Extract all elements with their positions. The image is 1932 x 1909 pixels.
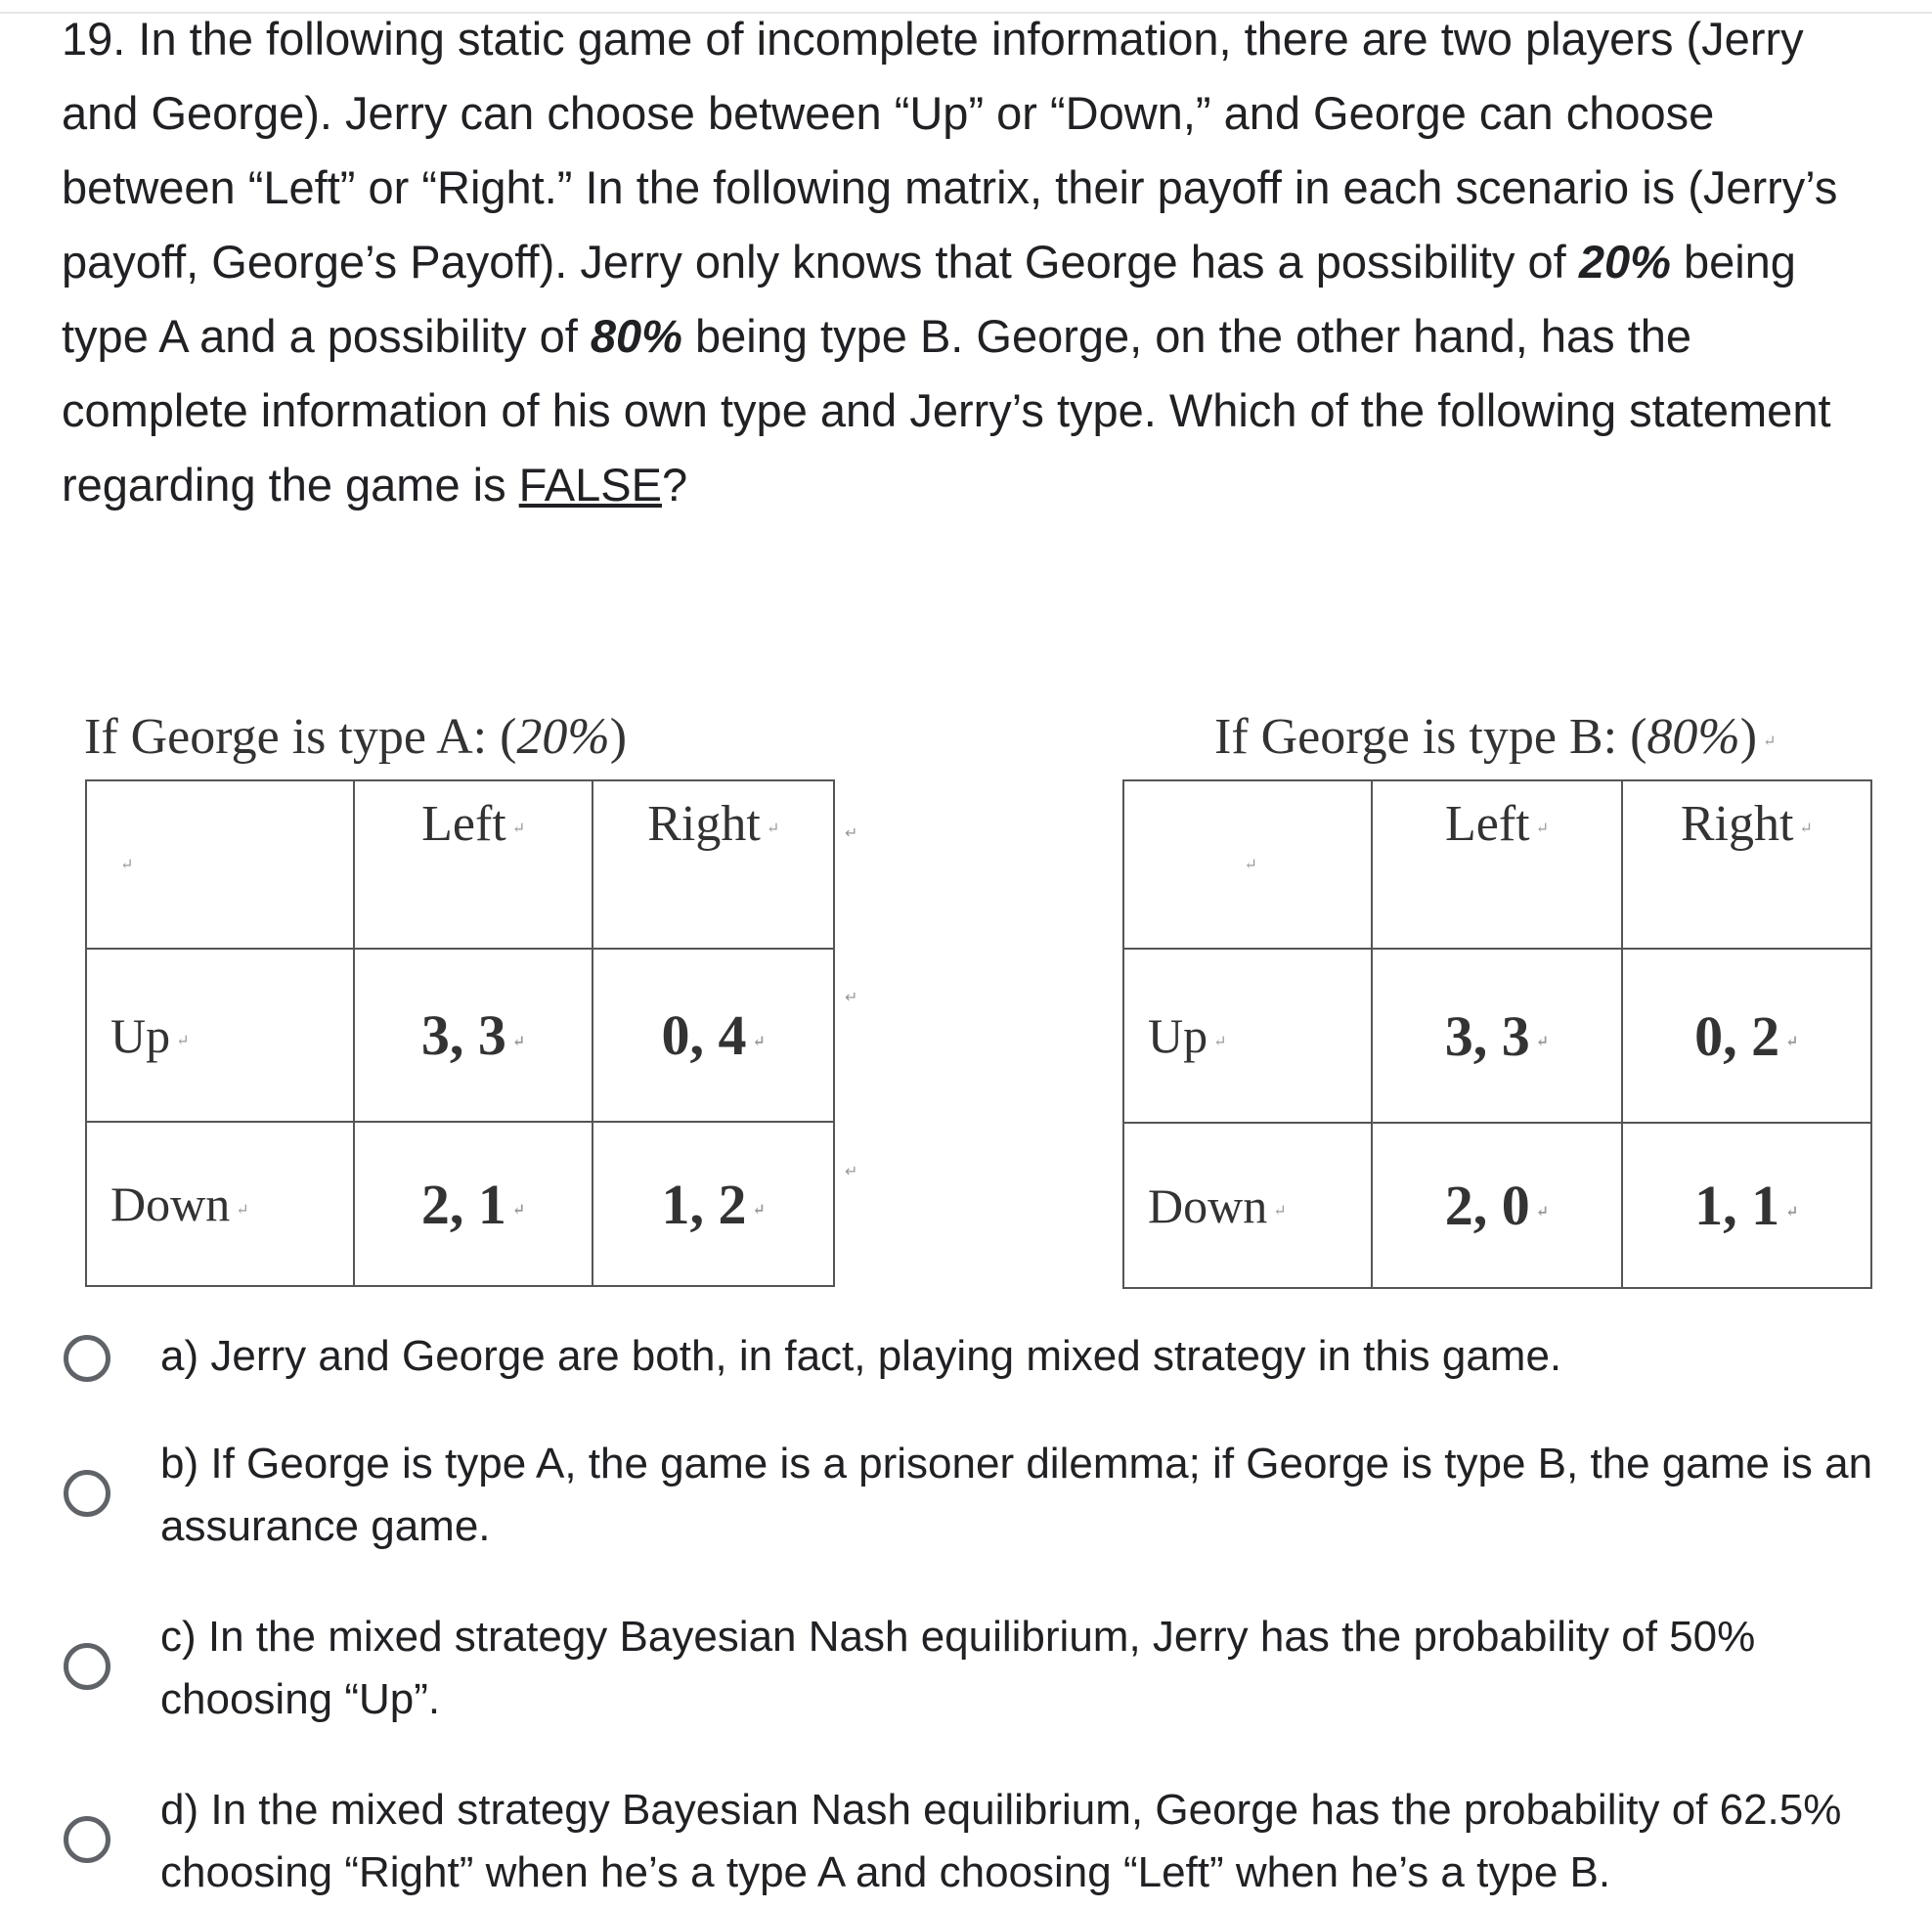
question-text bbox=[62, 2, 1861, 522]
question-mid-2: being type B. George, on the other hand, has the complete information of his own type and Jerry’s type. Which of the following statement regarding the game is bbox=[62, 310, 1831, 511]
question-end: ? bbox=[661, 459, 688, 511]
matrix-a-payoff-cell: 1, 2 ↵ bbox=[593, 1122, 834, 1286]
radio-button-a[interactable] bbox=[64, 1335, 110, 1382]
matrix-b-caption-suffix: ) bbox=[1739, 709, 1758, 765]
return-mark: ↵ bbox=[845, 990, 858, 1006]
question-mid-1: being type A and a possibility of bbox=[62, 236, 1796, 362]
matrix-a-caption-prefix: If George is type A: ( bbox=[84, 709, 517, 765]
payoff-matrix-type-b bbox=[1122, 779, 1872, 1289]
return-mark: ↵ bbox=[1244, 857, 1257, 873]
matrix-b-corner-cell bbox=[1123, 780, 1372, 949]
return-mark: ↵ bbox=[845, 1164, 858, 1180]
matrix-b-caption bbox=[1214, 708, 1776, 766]
matrix-b-caption-percent: 80% bbox=[1647, 709, 1740, 765]
return-mark: ↵ bbox=[1763, 733, 1777, 751]
matrix-b-payoff-cell: 1, 1 ↵ bbox=[1622, 1123, 1871, 1288]
payoff-matrix-type-a bbox=[85, 779, 835, 1287]
matrix-b-payoff-cell: 0, 2 ↵ bbox=[1622, 949, 1871, 1123]
question-percent-a: 20% bbox=[1578, 236, 1671, 288]
radio-button-d[interactable] bbox=[64, 1816, 110, 1863]
matrix-a-payoff-cell: 0, 4 ↵ bbox=[593, 949, 834, 1122]
option-d-label[interactable]: d) In the mixed strategy Bayesian Nash equilibrium, George has the probability of 62.5% choosing “Right” when he’s a type A and choosing “Left” when he’s a type B. bbox=[160, 1786, 1842, 1896]
option-c-label[interactable]: c) In the mixed strategy Bayesian Nash equilibrium, Jerry has the probability of 50% choosing “Up”. bbox=[160, 1613, 1756, 1723]
matrix-a-row-label: Down ↵ bbox=[86, 1122, 354, 1286]
matrix-b-row-label: Up ↵ bbox=[1123, 949, 1372, 1123]
option-a-label[interactable]: a) Jerry and George are both, in fact, playing mixed strategy in this game. bbox=[160, 1332, 1562, 1380]
question-percent-b: 80% bbox=[590, 310, 682, 362]
matrix-a-caption bbox=[84, 708, 627, 766]
matrix-a-row-label: Up ↵ bbox=[86, 949, 354, 1122]
matrix-a-payoff-cell: 2, 1 ↵ bbox=[354, 1122, 593, 1286]
return-mark: ↵ bbox=[120, 857, 134, 873]
matrix-b-col-header: Right ↵ bbox=[1622, 780, 1871, 949]
matrix-b-payoff-cell: 2, 0 ↵ bbox=[1372, 1123, 1621, 1288]
matrix-b-payoff-cell: 3, 3 ↵ bbox=[1372, 949, 1621, 1123]
matrix-a-caption-suffix: ) bbox=[609, 709, 628, 765]
matrix-b-row-label: Down ↵ bbox=[1123, 1123, 1372, 1288]
matrix-a-caption-percent: 20% bbox=[516, 709, 610, 765]
matrix-a-col-header: Left ↵ bbox=[354, 780, 593, 949]
radio-button-c[interactable] bbox=[64, 1643, 110, 1690]
question-false-word: FALSE bbox=[518, 459, 662, 511]
radio-button-b[interactable] bbox=[64, 1470, 110, 1517]
matrix-b-col-header: Left ↵ bbox=[1372, 780, 1621, 949]
matrix-a-payoff-cell: 3, 3 ↵ bbox=[354, 949, 593, 1122]
matrix-a-col-header: Right ↵ bbox=[593, 780, 834, 949]
matrix-a-corner-cell bbox=[86, 780, 354, 949]
question-intro: 19. In the following static game of incomplete information, there are two players (Jerry and George). Jerry can choose between “Up” or “Down,” and George can choose between “Left” or “Right.” In the following matrix, their payoff in each scenario is (Jerry’s payoff, George’s Payoff). Jerry only knows that George has a possibility of bbox=[62, 13, 1838, 288]
option-b-label[interactable]: b) If George is type A, the game is a prisoner dilemma; if George is type B, the game is an assurance game. bbox=[160, 1440, 1873, 1550]
matrix-b-caption-prefix: If George is type B: ( bbox=[1214, 709, 1647, 765]
return-mark: ↵ bbox=[845, 825, 858, 842]
